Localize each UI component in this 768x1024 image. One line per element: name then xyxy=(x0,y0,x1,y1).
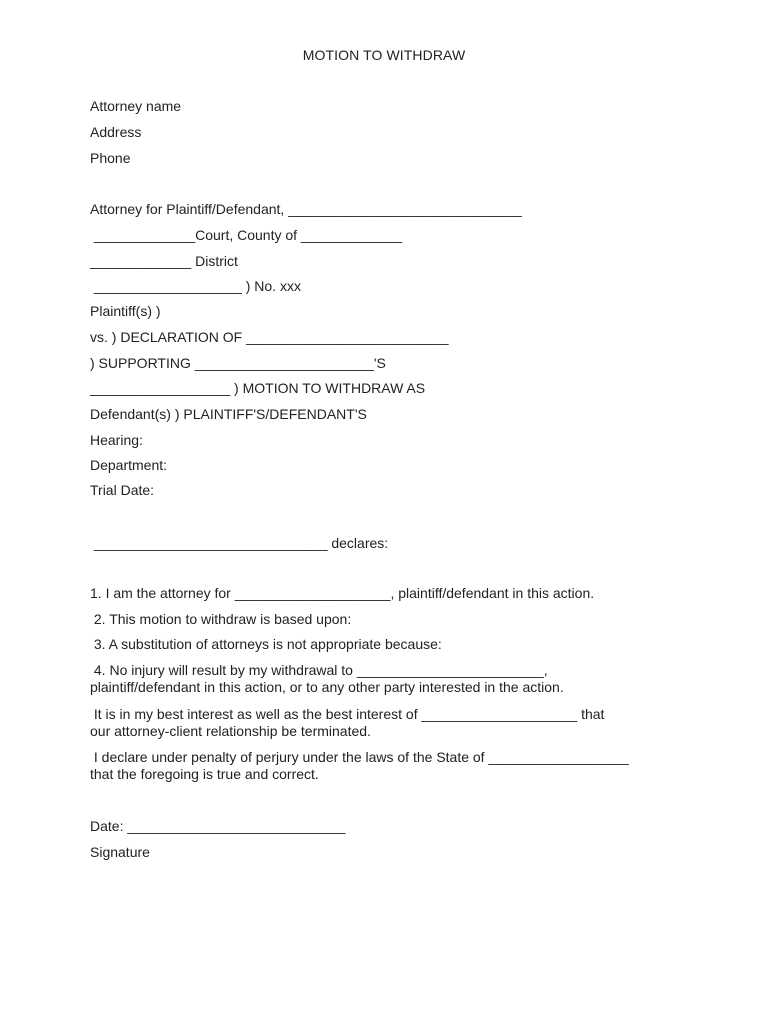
department-label: Department: xyxy=(90,457,168,473)
attorney-for-line: Attorney for Plaintiff/Defendant, ______________________________ xyxy=(90,201,522,217)
attorney-name: Attorney name xyxy=(90,98,182,114)
penalty-of-perjury-paragraph: I declare under penalty of perjury under the laws of the State of __________________ that the foregoing is true and correct. xyxy=(90,749,629,782)
signature-label: Signature xyxy=(90,844,150,860)
best-interest-paragraph: It is in my best interest as well as the best interest of ____________________ that our attorney-client relationship be terminated. xyxy=(90,706,605,739)
attorney-phone: Phone xyxy=(90,150,131,166)
plaintiffs-line: Plaintiff(s) ) xyxy=(90,303,161,319)
hearing-label: Hearing: xyxy=(90,432,143,448)
item-1: 1. I am the attorney for ____________________, plaintiff/defendant in this action. xyxy=(90,585,595,601)
attorney-address: Address xyxy=(90,124,142,140)
trial-date-label: Trial Date: xyxy=(90,482,155,498)
supporting-line: ) SUPPORTING _______________________'S xyxy=(90,355,386,371)
item-2: 2. This motion to withdraw is based upon: xyxy=(90,611,352,627)
defendants-line: Defendant(s) ) PLAINTIFF'S/DEFENDANT'S xyxy=(90,406,367,422)
date-line: Date: ____________________________ xyxy=(90,818,346,834)
declares-line: ______________________________ declares: xyxy=(90,535,389,551)
district-line: _____________ District xyxy=(90,253,238,269)
item-3: 3. A substitution of attorneys is not appropriate because: xyxy=(90,636,442,652)
declaration-of-line: vs. ) DECLARATION OF __________________________ xyxy=(90,329,449,345)
item-4: 4. No injury will result by my withdrawal to ________________________, plaintiff/defendant in this action, or to any other party interested in the action. xyxy=(90,662,564,695)
case-number-line: ___________________ ) No. xxx xyxy=(90,278,301,294)
motion-withdraw-as-line: __________________ ) MOTION TO WITHDRAW AS xyxy=(90,380,426,396)
court-county-line: _____________Court, County of _____________ xyxy=(90,227,403,243)
document-title: MOTION TO WITHDRAW xyxy=(302,47,466,63)
